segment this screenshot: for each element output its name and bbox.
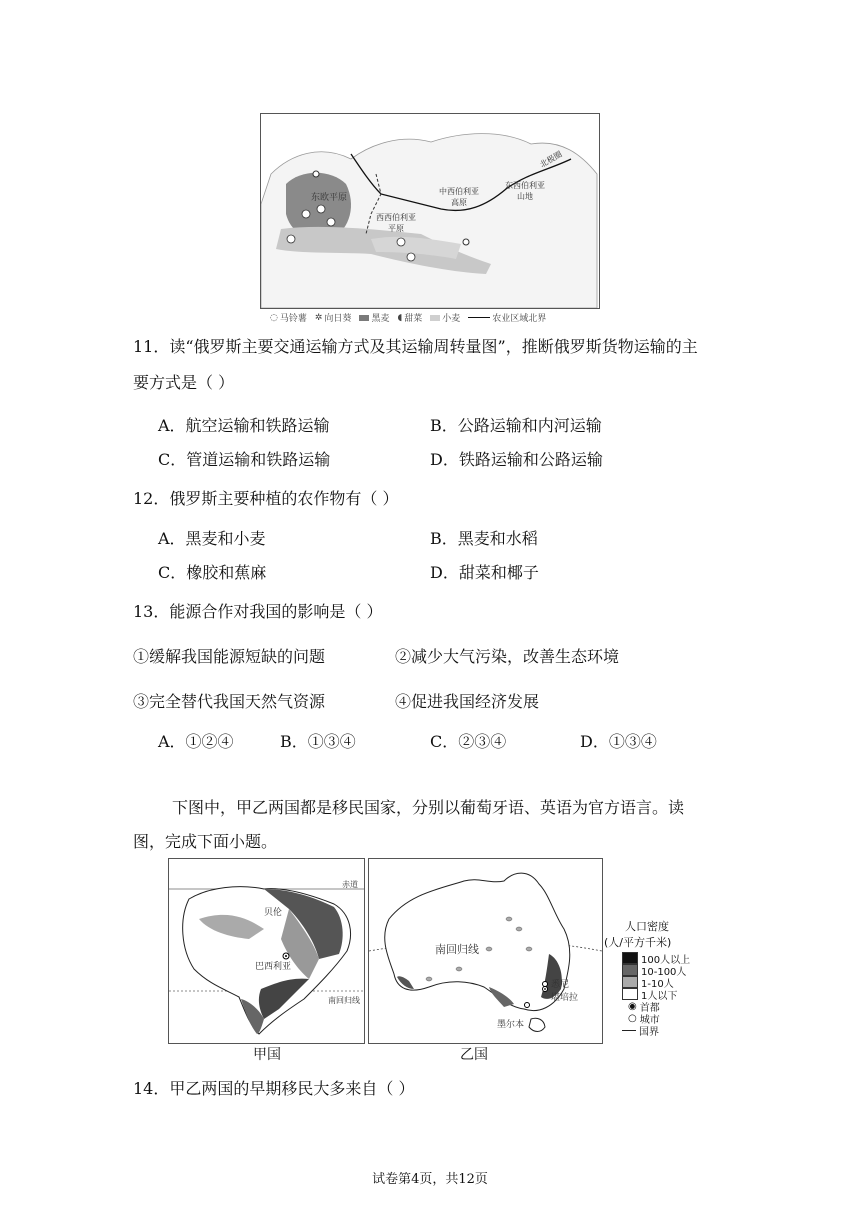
capital-icon: ◉	[628, 1000, 637, 1012]
q11-option-b[interactable]: B．公路运输和内河运输	[430, 416, 602, 435]
australia-melbourne-label: 墨尔本	[497, 1020, 525, 1030]
label-east-european-plain: 东欧平原	[311, 193, 348, 203]
q13-option-a[interactable]: A．①②④	[158, 732, 234, 751]
australia-density-map	[368, 858, 603, 1044]
q11-option-c[interactable]: C．管道运输和铁路运输	[158, 450, 331, 469]
legend-city: ○ 城市	[628, 1012, 660, 1026]
q13-option-b[interactable]: B．①③④	[280, 732, 356, 751]
beet-icon: ◖	[397, 312, 403, 323]
q11-option-a[interactable]: A．航空运输和铁路运输	[158, 416, 330, 435]
question-11	[133, 336, 733, 394]
legend-potato: ◌ 马铃薯	[270, 312, 307, 324]
q13-statement-4: ④促进我国经济发展	[395, 692, 540, 711]
russia-agriculture-map	[260, 113, 600, 309]
density-swatch-3	[622, 976, 638, 988]
density-row-3: 1-10人	[622, 976, 690, 988]
australia-canberra-label: 堪培拉	[551, 993, 579, 1003]
boundary-line-icon	[468, 317, 490, 318]
question-14-text: 14．甲乙两国的早期移民大多来自（ ）	[133, 1079, 415, 1098]
q13-statement-1: ①缓解我国能源短缺的问题	[133, 647, 326, 666]
q12-option-d[interactable]: D．甜菜和椰子	[430, 563, 539, 582]
density-row-4: 1人以下	[622, 988, 690, 1000]
q13-statement-3: ③完全替代我国天然气资源	[133, 692, 326, 711]
rye-swatch	[359, 315, 369, 321]
legend-sunflower: ✲ 向日葵	[314, 312, 352, 324]
legend-rye: 黑麦	[359, 311, 389, 324]
legend-boundary: 农业区域北界	[468, 311, 546, 324]
label-east-siberian-mountains: 东西伯利亚 山地	[505, 181, 545, 201]
legend-capital: ◉ 首都	[628, 1000, 660, 1014]
city-icon: ○	[628, 1012, 637, 1024]
label-central-siberian-plateau: 中西伯利亚 高原	[439, 187, 479, 207]
label-west-siberian-plain: 西西伯利亚 平原	[376, 213, 416, 233]
density-legend-title-2: (人/平方千米)	[604, 936, 672, 949]
russia-map-graphic	[261, 114, 599, 308]
australia-sydney-label: 悉尼	[551, 980, 570, 990]
legend-border: 国界	[622, 1024, 690, 1036]
page-footer: 试卷第4页，共12页	[372, 1172, 488, 1187]
brazil-density-map	[168, 858, 365, 1044]
density-row-1: 100人以上	[622, 952, 690, 964]
question-11-text-line2: 要方式是（ ）	[133, 373, 235, 392]
density-swatch-1	[622, 952, 638, 964]
q13-option-c[interactable]: C．②③④	[430, 732, 507, 751]
brazil-tropic-label: 南回归线	[328, 996, 360, 1005]
brazil-caption: 甲国	[253, 1047, 281, 1063]
russia-map-legend	[270, 311, 546, 324]
label-arctic-circle: 北极圈	[538, 149, 564, 170]
intro-line-1: 下图中，甲乙两国都是移民国家，分别以葡萄牙语、英语为官方语言。读	[172, 798, 685, 817]
sunflower-icon: ✲	[314, 312, 323, 323]
question-11-text-line1: 11．读“俄罗斯主要交通运输方式及其运输周转量图”，推断俄罗斯货物运输的主	[133, 337, 698, 356]
brazil-brasilia-label: 巴西利亚	[255, 962, 292, 972]
brazil-map-graphic	[169, 859, 364, 1043]
potato-icon: ◌	[270, 312, 278, 323]
australia-map-graphic	[369, 859, 602, 1043]
brazil-equator-label: 赤道	[342, 880, 358, 889]
australia-tropic-label: 南回归线	[435, 943, 479, 956]
q12-option-a[interactable]: A．黑麦和小麦	[158, 529, 266, 548]
density-swatch-2	[622, 964, 638, 976]
q13-option-d[interactable]: D．①③④	[580, 732, 657, 751]
wheat-swatch	[430, 315, 440, 321]
brazil-belem-label: 贝伦	[264, 908, 283, 918]
q13-statement-2: ②减少大气污染，改善生态环境	[395, 647, 620, 666]
q12-option-b[interactable]: B．黑麦和水稻	[430, 529, 538, 548]
australia-caption: 乙国	[460, 1047, 488, 1063]
density-legend	[604, 918, 690, 1036]
border-line-icon	[622, 1030, 636, 1031]
intro-line-2: 图，完成下面小题。	[133, 832, 278, 851]
density-legend-title-1: 人口密度	[625, 920, 670, 933]
question-12-text: 12．俄罗斯主要种植的农作物有（ ）	[133, 489, 399, 508]
density-swatch-4	[622, 988, 638, 1000]
question-13-text: 13．能源合作对我国的影响是（ ）	[133, 602, 383, 621]
legend-beet: ◖ 甜菜	[397, 312, 423, 324]
q12-option-c[interactable]: C．橡胶和蕉麻	[158, 563, 267, 582]
density-row-2: 10-100人	[622, 964, 690, 976]
legend-wheat: 小麦	[430, 311, 460, 324]
q11-option-d[interactable]: D．铁路运输和公路运输	[430, 450, 603, 469]
